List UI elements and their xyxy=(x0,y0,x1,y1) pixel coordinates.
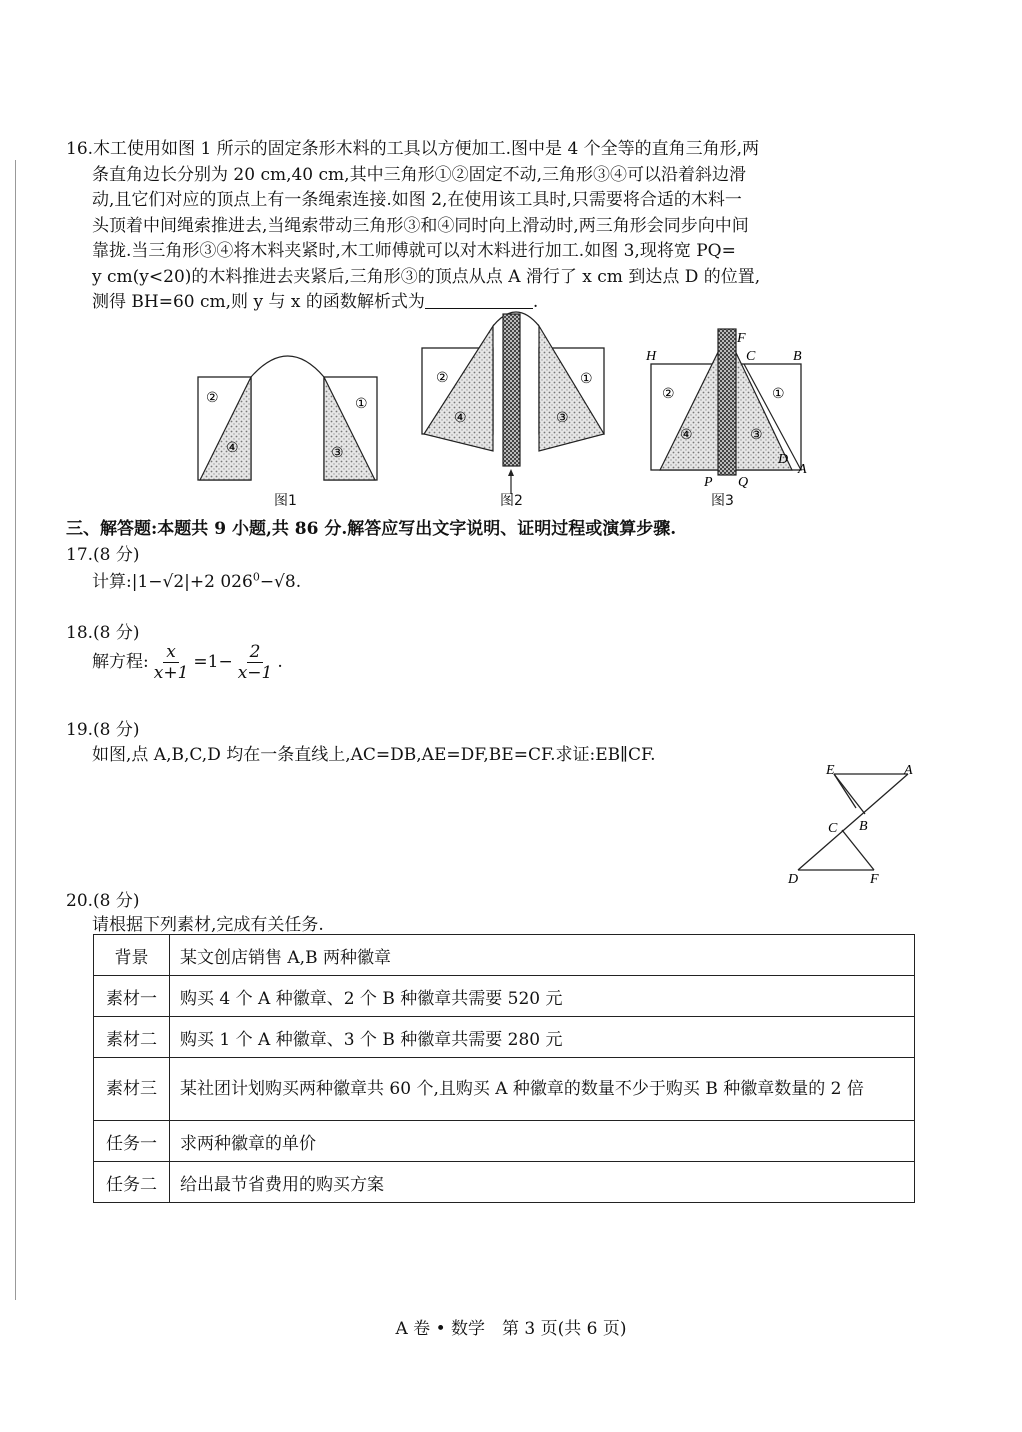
q18-number: 18.(8 分) xyxy=(66,623,140,643)
q19-label-B: B xyxy=(859,819,868,834)
figure-1-caption: 图1 xyxy=(274,493,297,509)
fig2-label-4: ④ xyxy=(454,410,467,426)
q19-label-F: F xyxy=(870,872,879,887)
question-16 xyxy=(66,136,926,315)
q18-f1-denominator: x+1 xyxy=(153,663,189,683)
fig3-label-3: ③ xyxy=(750,427,763,443)
table-row xyxy=(94,1162,915,1203)
table-row xyxy=(94,1058,915,1121)
fig2-label-1: ① xyxy=(580,371,593,387)
fig3-label-Q: Q xyxy=(738,475,749,490)
fig3-label-2: ② xyxy=(662,386,675,402)
q19-number: 19.(8 分) xyxy=(66,720,140,740)
row-text-background: 某文创店销售 A,B 两种徽章 xyxy=(170,935,915,976)
fig3-label-1: ① xyxy=(772,386,785,402)
fig1-label-1: ① xyxy=(355,396,368,412)
fig3-label-P: P xyxy=(704,475,713,490)
q19-label-D: D xyxy=(788,872,799,887)
q17-number: 17.(8 分) xyxy=(66,545,140,565)
fig3-label-H: H xyxy=(646,349,657,364)
table-row xyxy=(94,1121,915,1162)
row-head-task-1: 任务一 xyxy=(94,1121,170,1162)
q16-line-1: 16.木工使用如图 1 所示的固定条形木料的工具以方便加工.图中是 4 个全等的直角三角形,两 xyxy=(66,139,760,159)
q19-text: 如图,点 A,B,C,D 均在一条直线上,AC=DB,AE=DF,BE=CF.求证:EB∥CF. xyxy=(92,745,656,765)
q19-label-E: E xyxy=(826,763,835,778)
q16-line-6: y cm(y<20)的木料推进去夹紧后,三角形③的顶点从点 A 滑行了 x cm 到达点 D 的位置, xyxy=(92,266,761,287)
q20-number: 20.(8 分) xyxy=(66,891,140,911)
row-head-task-2: 任务二 xyxy=(94,1162,170,1203)
q19-figure xyxy=(782,760,922,890)
q18-fraction-2 xyxy=(235,642,276,683)
row-head-material-2: 素材二 xyxy=(94,1017,170,1058)
q18-body xyxy=(92,642,283,683)
q19-label-A: A xyxy=(904,763,913,778)
q17-expr-suffix: −√8. xyxy=(259,572,302,592)
figure-3-caption: 图3 xyxy=(711,493,734,509)
row-text-task-1: 求两种徽章的单价 xyxy=(170,1121,915,1162)
row-head-material-3: 素材三 xyxy=(94,1058,170,1121)
figure-2 xyxy=(418,306,614,496)
fig2-label-2: ② xyxy=(436,370,449,386)
q18-fraction-1 xyxy=(151,642,192,683)
q17-body xyxy=(92,567,301,592)
figure-2-caption: 图2 xyxy=(500,493,523,509)
q16-line-2: 条直角边长分别为 20 cm,40 cm,其中三角形①②固定不动,三角形③④可以沿着斜边滑 xyxy=(92,164,746,185)
table-row xyxy=(94,976,915,1017)
q17-exponent: 0 xyxy=(252,570,260,584)
fig1-label-2: ② xyxy=(206,390,219,406)
row-text-material-3: 某社团计划购买两种徽章共 60 个,且购买 A 种徽章的数量不少于购买 B 种徽章数量的 2 倍 xyxy=(170,1058,915,1121)
q16-line-3: 动,且它们对应的顶点上有一条绳索连接.如图 2,在使用该工具时,只需要将合适的木料一 xyxy=(92,190,742,210)
fig1-label-3: ③ xyxy=(331,445,344,461)
fig3-label-D: D xyxy=(778,452,789,467)
row-text-task-2: 给出最节省费用的购买方案 xyxy=(170,1162,915,1203)
row-text-material-1: 购买 4 个 A 种徽章、2 个 B 种徽章共需要 520 元 xyxy=(170,976,915,1017)
section-3-heading: 三、解答题:本题共 9 小题,共 86 分.解答应写出文字说明、证明过程或演算步骤. xyxy=(66,519,677,539)
row-head-material-1: 素材一 xyxy=(94,976,170,1017)
table-row xyxy=(94,935,915,976)
fig1-label-4: ④ xyxy=(226,440,239,456)
q16-period: . xyxy=(532,292,539,312)
figure-1 xyxy=(190,350,400,490)
row-text-material-2: 购买 1 个 A 种徽章、3 个 B 种徽章共需要 280 元 xyxy=(170,1017,915,1058)
fig3-label-B: B xyxy=(793,349,802,364)
fig3-label-A: A xyxy=(798,462,807,477)
q17-expr-prefix: 计算:|1−√2|+2 026 xyxy=(92,572,253,592)
fig3-label-C: C xyxy=(746,349,756,364)
q18-f2-denominator: x−1 xyxy=(237,663,273,683)
binding-margin-line xyxy=(15,160,16,1300)
row-head-background: 背景 xyxy=(94,935,170,976)
fig3-label-F: F xyxy=(737,331,746,346)
q16-line-5: 靠拢.当三角形③④将木料夹紧时,木工师傅就可以对木料进行加工.如图 3,现将宽 PQ= xyxy=(92,241,736,261)
page-footer: A 卷 • 数学 第 3 页(共 6 页) xyxy=(395,1319,627,1339)
fig3-label-4: ④ xyxy=(680,427,693,443)
q20-intro: 请根据下列素材,完成有关任务. xyxy=(92,915,324,935)
q18-f1-numerator: x xyxy=(163,642,179,663)
q19-label-C: C xyxy=(828,821,838,836)
q18-prefix: 解方程: xyxy=(92,652,149,672)
q16-last-text: 测得 BH=60 cm,则 y 与 x 的函数解析式为 xyxy=(92,292,425,312)
fig2-label-3: ③ xyxy=(556,410,569,426)
q18-f2-numerator: 2 xyxy=(247,642,264,663)
q16-line-4: 头顶着中间绳索推进去,当绳索带动三角形③和④同时向上滑动时,两三角形会同步向中间 xyxy=(92,215,749,236)
q18-end: . xyxy=(277,652,283,672)
table-row xyxy=(94,1017,915,1058)
q20-material-table xyxy=(93,934,915,1203)
q18-mid: =1− xyxy=(193,652,233,672)
figure-3 xyxy=(642,326,822,492)
